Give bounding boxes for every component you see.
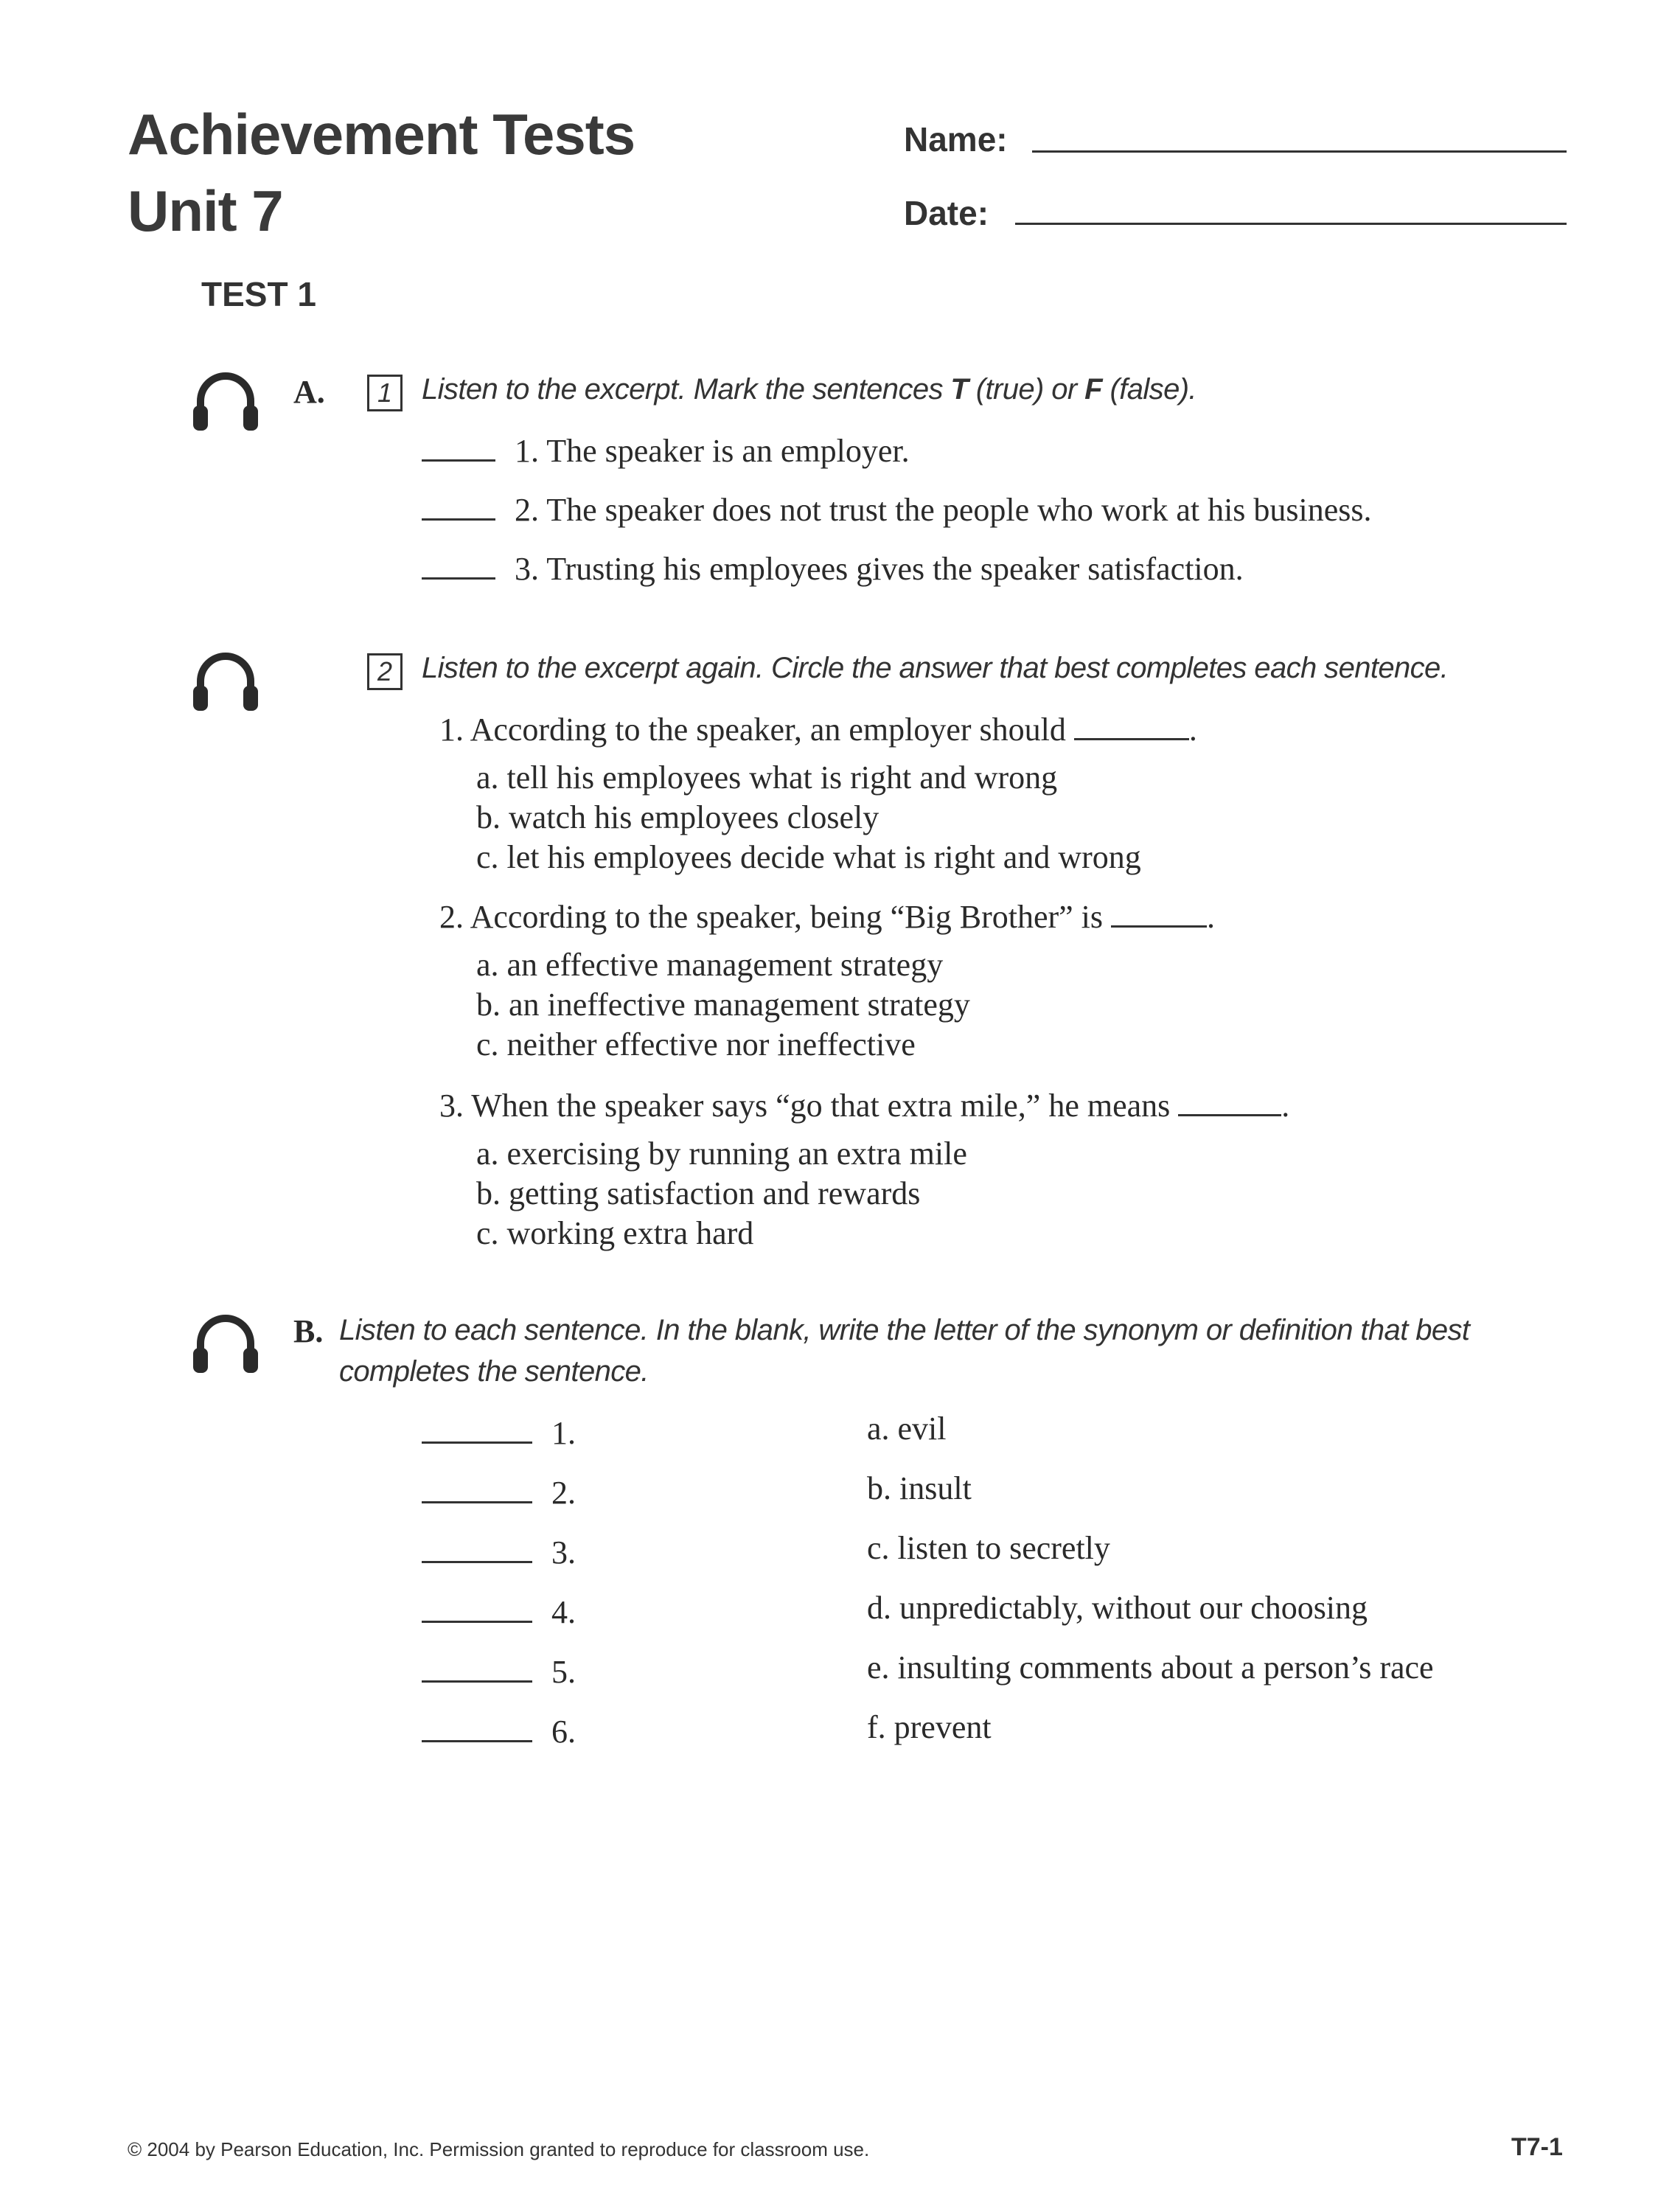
choice-letter: e. xyxy=(867,1649,890,1686)
date-label: Date: xyxy=(904,194,989,232)
option[interactable]: b. getting satisfaction and rewards xyxy=(476,1175,921,1211)
choice-letter: b. xyxy=(867,1470,891,1506)
name-label: Name: xyxy=(904,120,1008,159)
question-3-blank xyxy=(1178,1114,1281,1116)
answer-blank[interactable] xyxy=(422,1441,532,1444)
part1-box-number: 1 xyxy=(367,375,403,411)
option[interactable]: c. working extra hard xyxy=(476,1215,754,1251)
choice-letter: c. xyxy=(867,1530,890,1566)
part1-instruction: Listen to the excerpt. Mark the sentences T (true) or F (false). xyxy=(422,373,1196,406)
part2-box xyxy=(367,653,403,690)
answer-row xyxy=(422,1534,576,1571)
choice-item xyxy=(867,1589,1368,1627)
title-line-1: Achievement Tests xyxy=(128,102,635,167)
part1-box xyxy=(367,375,403,411)
question-1-options xyxy=(476,758,1141,877)
answer-number: 1. xyxy=(551,1415,576,1451)
date-field[interactable] xyxy=(1015,223,1567,225)
option[interactable]: b. watch his employees closely xyxy=(476,799,879,835)
tf-answer-blank-3[interactable] xyxy=(422,577,495,580)
choice-item xyxy=(867,1529,1110,1567)
tf-item-3: 3. Trusting his employees gives the speaker satisfaction. xyxy=(422,550,1244,588)
question-2: 2. According to the speaker, being “Big Brother” is . xyxy=(439,899,1216,935)
answer-row xyxy=(422,1713,576,1750)
choice-text: insult xyxy=(899,1470,972,1506)
copyright-notice: © 2004 by Pearson Education, Inc. Permission granted to reproduce for classroom use. xyxy=(128,2138,870,2160)
page-number: T7-1 xyxy=(1511,2133,1563,2161)
part2-box-number: 2 xyxy=(367,653,403,690)
option[interactable]: c. neither effective nor ineffective xyxy=(476,1026,916,1062)
choice-item xyxy=(867,1470,972,1507)
answer-blank[interactable] xyxy=(422,1740,532,1742)
option[interactable]: a. an effective management strategy xyxy=(476,947,944,983)
question-2-options xyxy=(476,945,970,1065)
question-2-blank xyxy=(1111,925,1207,928)
tf-item-2: 2. The speaker does not trust the people who work at his business. xyxy=(422,491,1372,529)
choice-text: evil xyxy=(897,1411,947,1447)
tf-answer-blank-1[interactable] xyxy=(422,459,495,462)
option[interactable]: a. tell his employees what is right and wrong xyxy=(476,759,1058,796)
answer-blank[interactable] xyxy=(422,1561,532,1563)
name-field[interactable] xyxy=(1032,150,1567,153)
answer-blank[interactable] xyxy=(422,1680,532,1683)
answer-number: 2. xyxy=(551,1475,576,1511)
choice-letter: f. xyxy=(867,1709,886,1745)
question-1: 1. According to the speaker, an employer should . xyxy=(439,712,1197,748)
choice-text: prevent xyxy=(894,1709,992,1745)
choice-letter: a. xyxy=(867,1411,890,1447)
answer-row xyxy=(422,1474,576,1512)
section-a-letter: A. xyxy=(293,374,325,410)
section-b-instruction-line-1: Listen to each sentence. In the blank, write the letter of the synonym or definition that best xyxy=(339,1314,1470,1346)
choice-text: listen to secretly xyxy=(897,1530,1110,1566)
option[interactable]: b. an ineffective management strategy xyxy=(476,987,970,1023)
answer-blank[interactable] xyxy=(422,1621,532,1623)
question-3-options xyxy=(476,1134,967,1253)
tf-item-1: 1. The speaker is an employer. xyxy=(422,432,910,470)
question-1-blank xyxy=(1074,738,1189,740)
title-line-2: Unit 7 xyxy=(128,178,283,243)
answer-blank[interactable] xyxy=(422,1501,532,1503)
choice-item xyxy=(867,1708,992,1746)
choice-item xyxy=(867,1410,947,1447)
answer-number: 4. xyxy=(551,1594,576,1630)
test-label: TEST 1 xyxy=(201,275,316,313)
headphones-icon xyxy=(190,1310,261,1376)
choice-letter: d. xyxy=(867,1590,891,1626)
headphones-icon xyxy=(190,647,261,714)
option[interactable]: a. exercising by running an extra mile xyxy=(476,1135,967,1172)
section-b-letter: B. xyxy=(293,1313,324,1349)
headphones-icon xyxy=(190,367,261,434)
question-3: 3. When the speaker says “go that extra mile,” he means . xyxy=(439,1088,1290,1124)
section-b-instruction-line-2: completes the sentence. xyxy=(339,1355,649,1388)
tf-answer-blank-2[interactable] xyxy=(422,518,495,521)
answer-number: 6. xyxy=(551,1714,576,1750)
part2-instruction: Listen to the excerpt again. Circle the answer that best completes each sentence. xyxy=(422,652,1449,684)
choice-item xyxy=(867,1649,1434,1686)
choice-text: unpredictably, without our choosing xyxy=(899,1590,1368,1626)
answer-number: 5. xyxy=(551,1654,576,1690)
answer-number: 3. xyxy=(551,1534,576,1571)
answer-row xyxy=(422,1593,576,1631)
answer-row xyxy=(422,1653,576,1691)
option[interactable]: c. let his employees decide what is right and wrong xyxy=(476,839,1141,875)
page-title xyxy=(128,96,635,249)
choice-text: insulting comments about a person’s race xyxy=(897,1649,1434,1686)
answer-row xyxy=(422,1414,576,1452)
